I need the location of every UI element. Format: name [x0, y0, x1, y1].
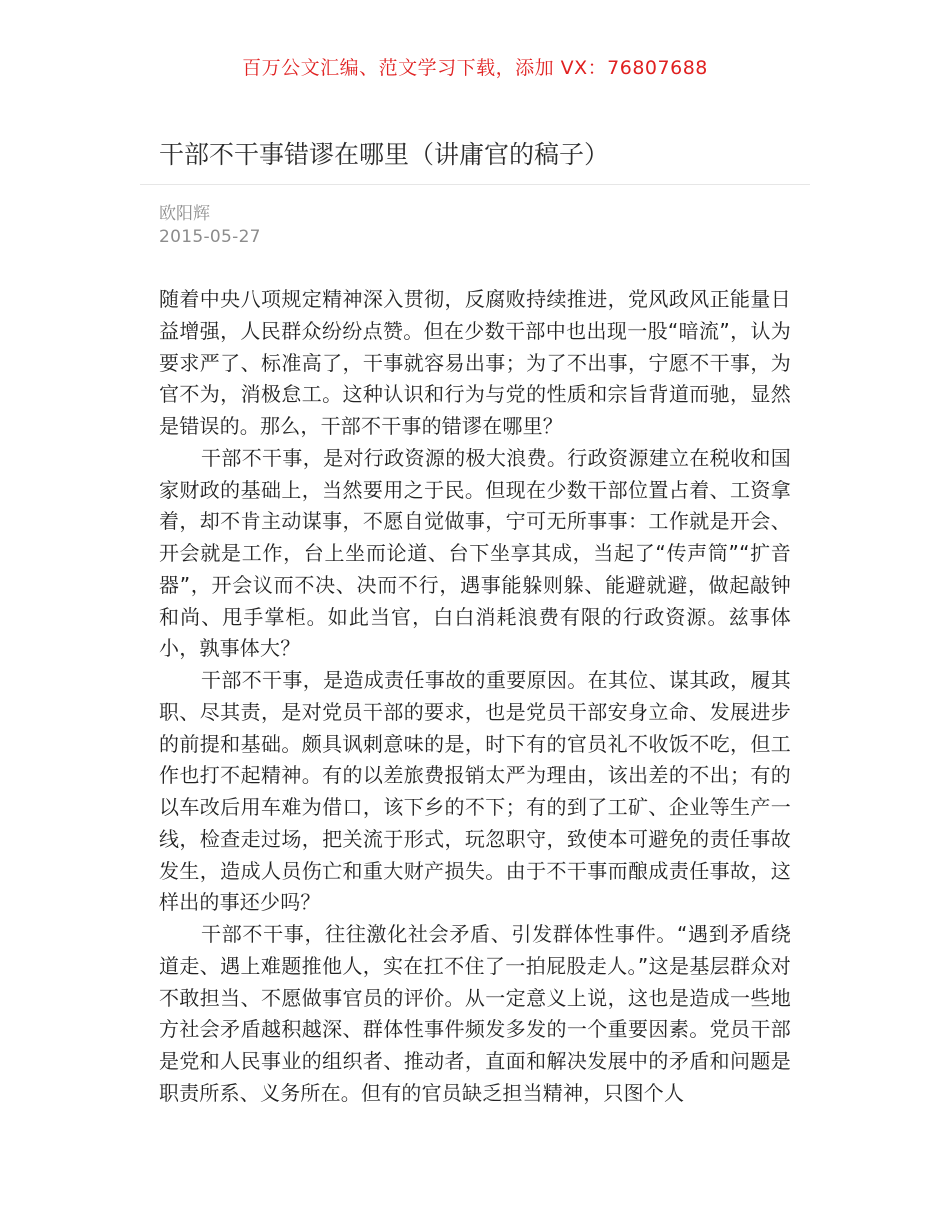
- article-paragraph: 干部不干事，是造成责任事故的重要原因。在其位、谋其政，履其职、尽其责，是对党员干部的要求，也是党员干部安身立命、发展进步的前提和基础。颇具讽刺意味的是，时下有的官员礼不收饭不吃，但工作也打不起精神。有的以差旅费报销太严为理由，该出差的不出；有的以车改后用车难为借口，该下乡的不下；有的到了工矿、企业等生产一线，检查走过场，把关流于形式，玩忽职守，致使本可避免的责任事故发生，造成人员伤亡和重大财产损失。由于不干事而酿成责任事故，这样出的事还少吗？: [159, 668, 791, 915]
- article-paragraph: 干部不干事，是对行政资源的极大浪费。行政资源建立在税收和国家财政的基础上，当然要用之于民。但现在少数干部位置占着、工资拿着，却不肯主动谋事，不愿自觉做事，宁可无所事事：工作就是开会、开会就是工作，台上坐而论道、台下坐享其成，当起了“传声筒”“扩音器”，开会议而不决、决而不行，遇事能躲则躲、能避就避，做起敲钟和尚、甩手掌柜。如此当官，白白消耗浪费有限的行政资源。兹事体小，孰事体大？: [159, 445, 791, 661]
- article-title: 干部不干事错谬在哪里（讲庸官的稿子）: [159, 140, 610, 169]
- article-paragraph: 干部不干事，往往激化社会矛盾、引发群体性事件。“遇到矛盾绕道走、遇上难题推他人，实在扛不住了一拍屁股走人。”这是基层群众对不敢担当、不愿做事官员的评价。从一定意义上说，这也是造成一些地方社会矛盾越积越深、群体性事件频发多发的一个重要因素。党员干部是党和人民事业的组织者、推动者，直面和解决发展中的矛盾和问题是职责所系、义务所在。但有的官员缺乏担当精神，只图个人: [159, 922, 791, 1105]
- article-paragraph: 随着中央八项规定精神深入贯彻，反腐败持续推进，党风政风正能量日益增强，人民群众纷纷点赞。但在少数干部中也出现一股“暗流”，认为要求严了、标准高了，干事就容易出事；为了不出事，宁愿不干事，为官不为，消极怠工。这种认识和行为与党的性质和宗旨背道而驰，显然是错误的。那么，干部不干事的错谬在哪里？: [159, 287, 791, 438]
- promo-banner: 百万公文汇编、范文学习下载，添加 VX：76807688: [242, 57, 708, 79]
- article-author: 欧阳辉: [159, 204, 210, 224]
- article-date: 2015-05-27: [159, 227, 261, 247]
- title-divider: [140, 184, 810, 185]
- article-body: [159, 284, 791, 1110]
